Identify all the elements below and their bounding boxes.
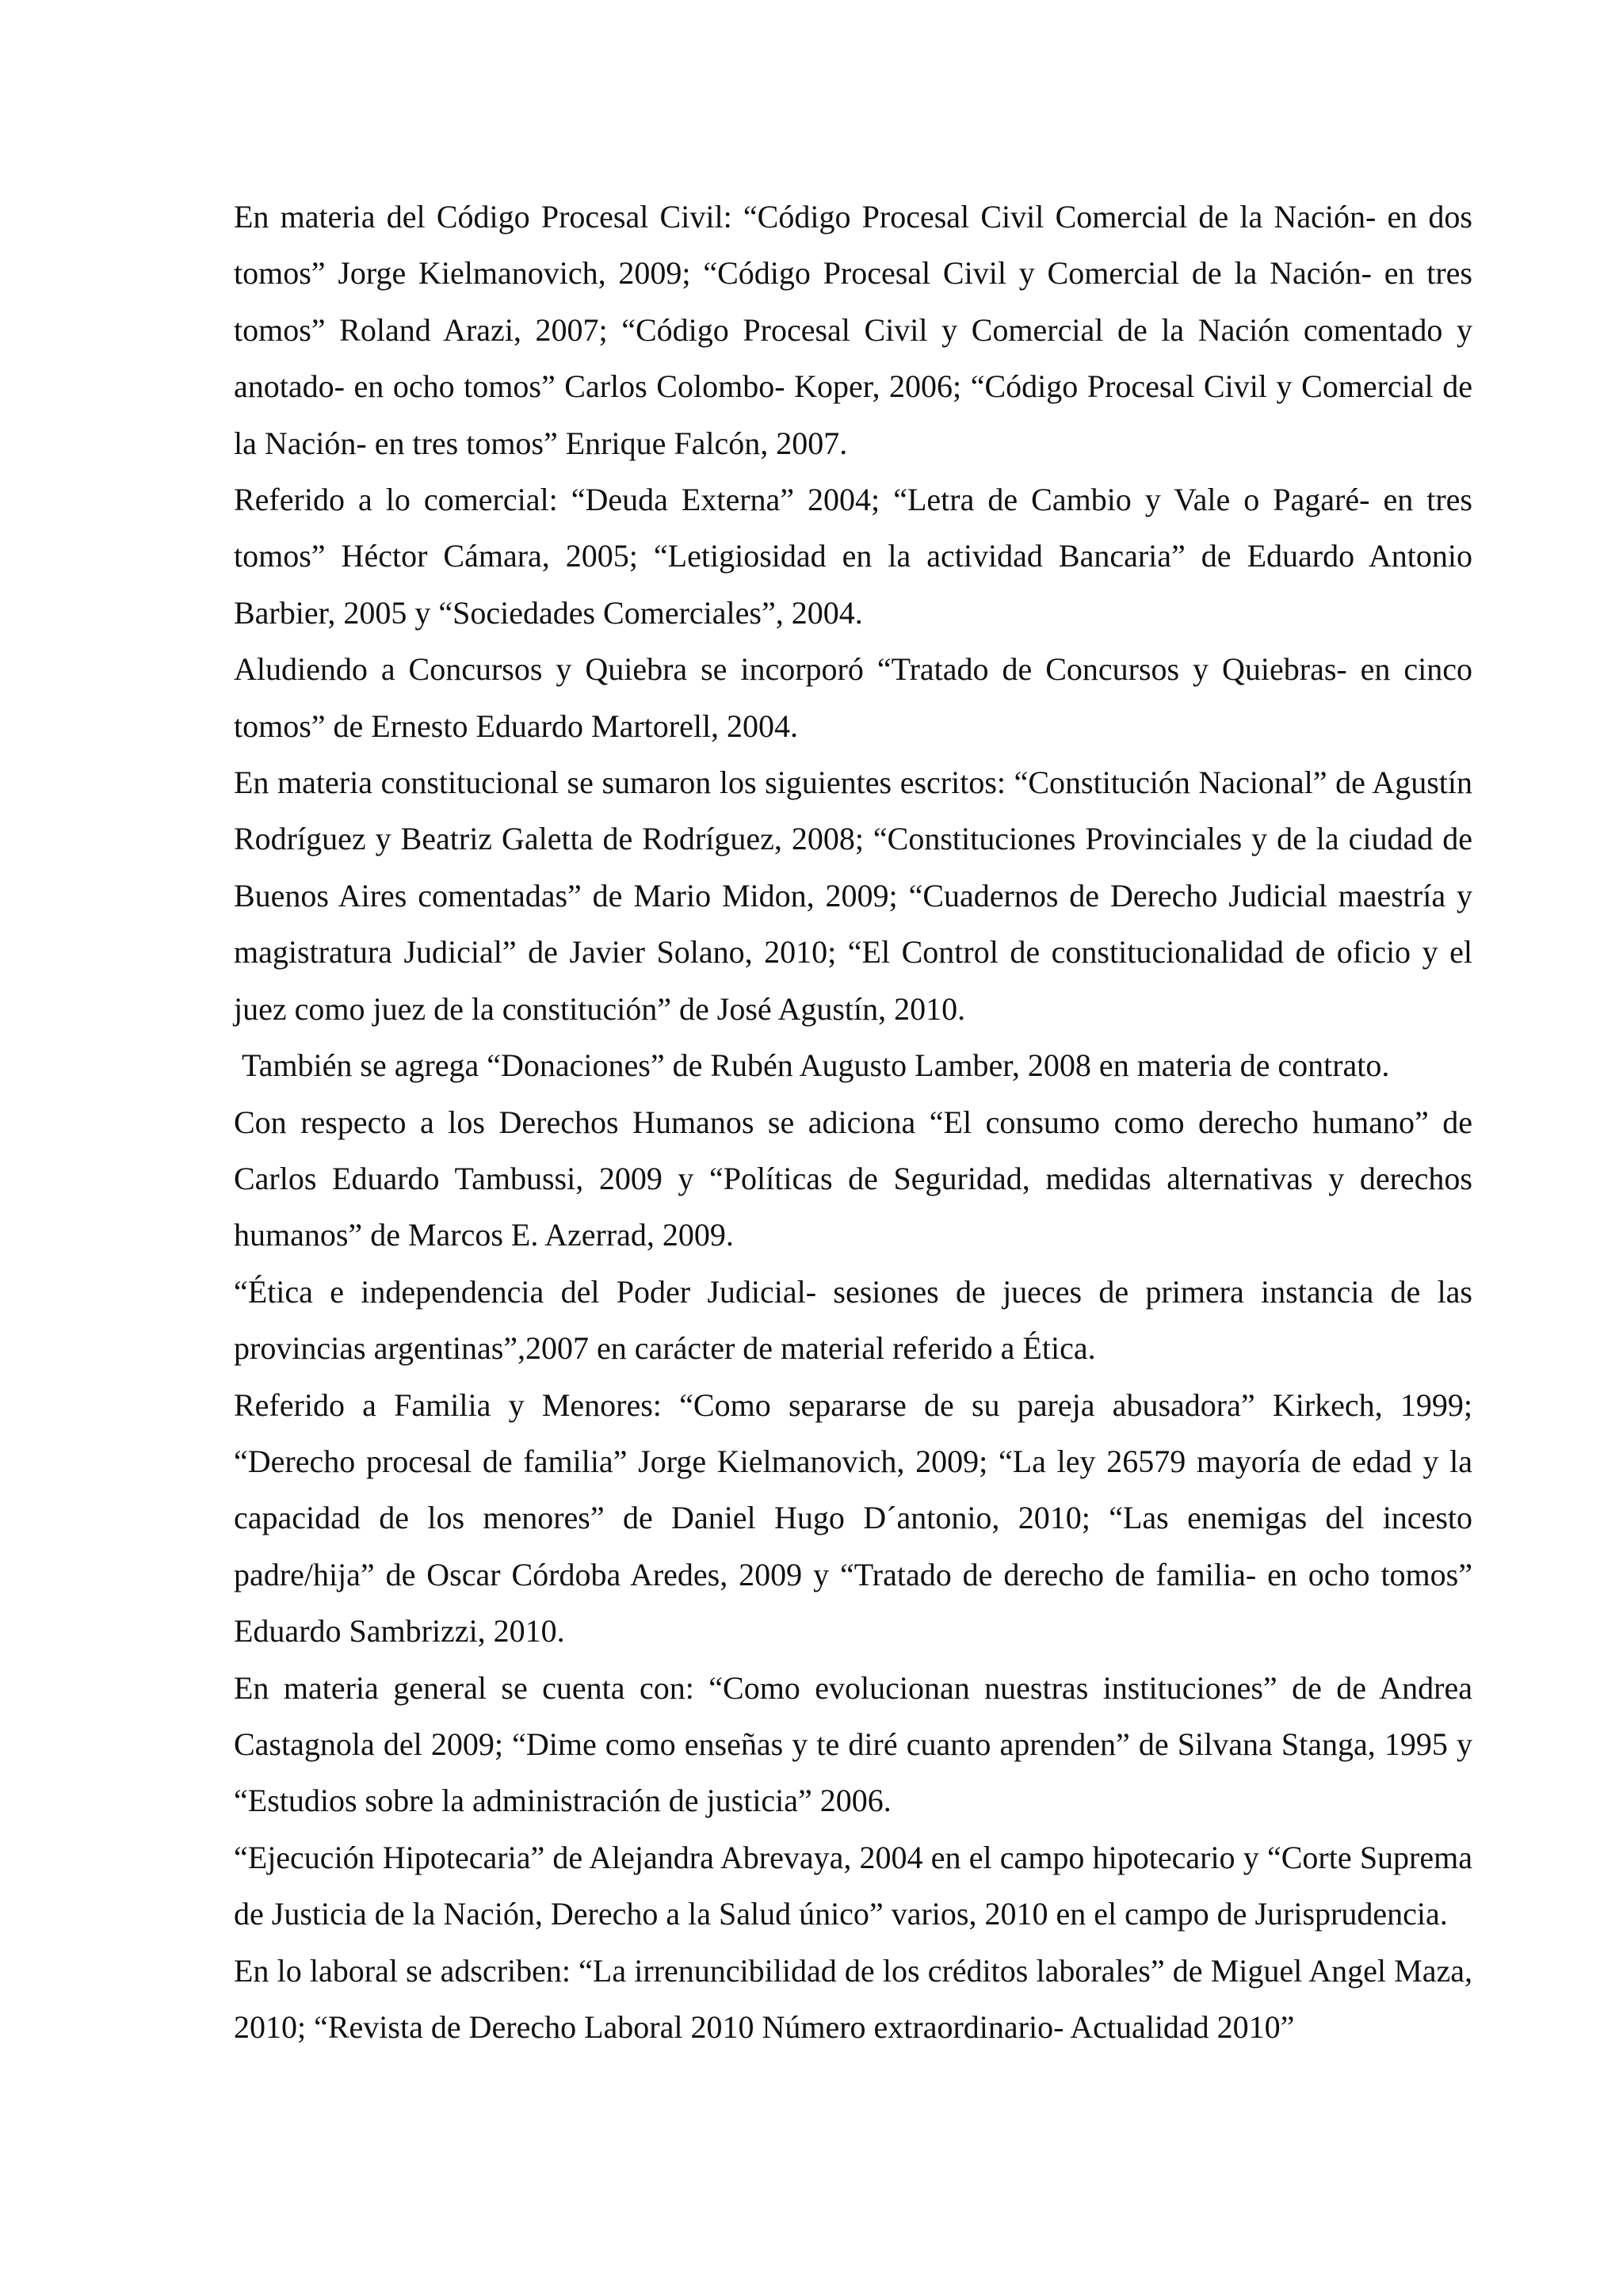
paragraph-donaciones: También se agrega “Donaciones” de Rubén Augusto Lamber, 2008 en materia de contrato. — [242, 1047, 1390, 1084]
paragraph-derechos-humanos: Con respecto a los Derechos Humanos se adiciona “El consumo como derecho humano” de Carlos Eduardo Tambussi, 2009 y “Políticas de Seguridad, medidas alternativas y derechos humanos” de Marcos E. Azerrad, 2009. — [234, 1104, 1472, 1253]
paragraph-codigo-procesal-civil: En materia del Código Procesal Civil: “Código Procesal Civil Comercial de la Nación- en dos tomos” Jorge Kielmanovich, 2009; “Código Procesal Civil y Comercial de la Nación- en tres tomos” Roland Arazi, 2007; “Código Procesal Civil y Comercial de la Nación comentado y anotado- en ocho tomos” Carlos Colombo- Koper, 2006; “Código Procesal Civil y Comercial de la Nación- en tres tomos” Enrique Falcón, 2007. — [234, 199, 1472, 461]
paragraph-familia-menores: Referido a Familia y Menores: “Como separarse de su pareja abusadora” Kirkech, 1999; “Derecho procesal de familia” Jorge Kielmanovich, 2009; “La ley 26579 mayoría de edad y la capacidad de los menores” de Daniel Hugo D´antonio, 2010; “Las enemigas del incesto padre/hija” de Oscar Córdoba Aredes, 2009 y “Tratado de derecho de familia- en ocho tomos” Eduardo Sambrizzi, 2010. — [234, 1386, 1472, 1650]
document-body — [234, 189, 1472, 2055]
paragraph-hipotecario-jurisprudencia: “Ejecución Hipotecaria” de Alejandra Abrevaya, 2004 en el campo hipotecario y “Corte Suprema de Justicia de la Nación, Derecho a la Salud único” varios, 2010 en el campo de Jurisprudencia. — [234, 1839, 1472, 1932]
paragraph-laboral: En lo laboral se adscriben: “La irrenuncibilidad de los créditos laborales” de Miguel Angel Maza, 2010; “Revista de Derecho Laboral 2010 Número extraordinario- Actualidad 2010” — [234, 1952, 1472, 2045]
paragraph-comercial: Referido a lo comercial: “Deuda Externa” 2004; “Letra de Cambio y Vale o Pagaré- en tres tomos” Héctor Cámara, 2005; “Letigiosidad en la actividad Bancaria” de Eduardo Antonio Barbier, 2005 y “Sociedades Comerciales”, 2004. — [234, 482, 1472, 631]
paragraph-materia-general: En materia general se cuenta con: “Como evolucionan nuestras instituciones” de de Andrea Castagnola del 2009; “Dime como enseñas y te diré cuanto aprenden” de Silvana Stanga, 1995 y “Estudios sobre la administración de justicia” 2006. — [234, 1669, 1472, 1819]
paragraph-concursos-quiebra: Aludiendo a Concursos y Quiebra se incorporó “Tratado de Concursos y Quiebras- en cinco tomos” de Ernesto Eduardo Martorell, 2004. — [234, 651, 1472, 744]
paragraph-etica: “Ética e independencia del Poder Judicial- sesiones de jueces de primera instancia de las provincias argentinas”,2007 en carácter de material referido a Ética. — [234, 1273, 1472, 1367]
paragraph-constitucional: En materia constitucional se sumaron los siguientes escritos: “Constitución Nacional” de Agustín Rodríguez y Beatriz Galetta de Rodríguez, 2008; “Constituciones Provinciales y de la ciudad de Buenos Aires comentadas” de Mario Midon, 2009; “Cuadernos de Derecho Judicial maestría y magistratura Judicial” de Javier Solano, 2010; “El Control de constitucionalidad de oficio y el juez como juez de la constitución” de José Agustín, 2010. — [234, 765, 1472, 1027]
